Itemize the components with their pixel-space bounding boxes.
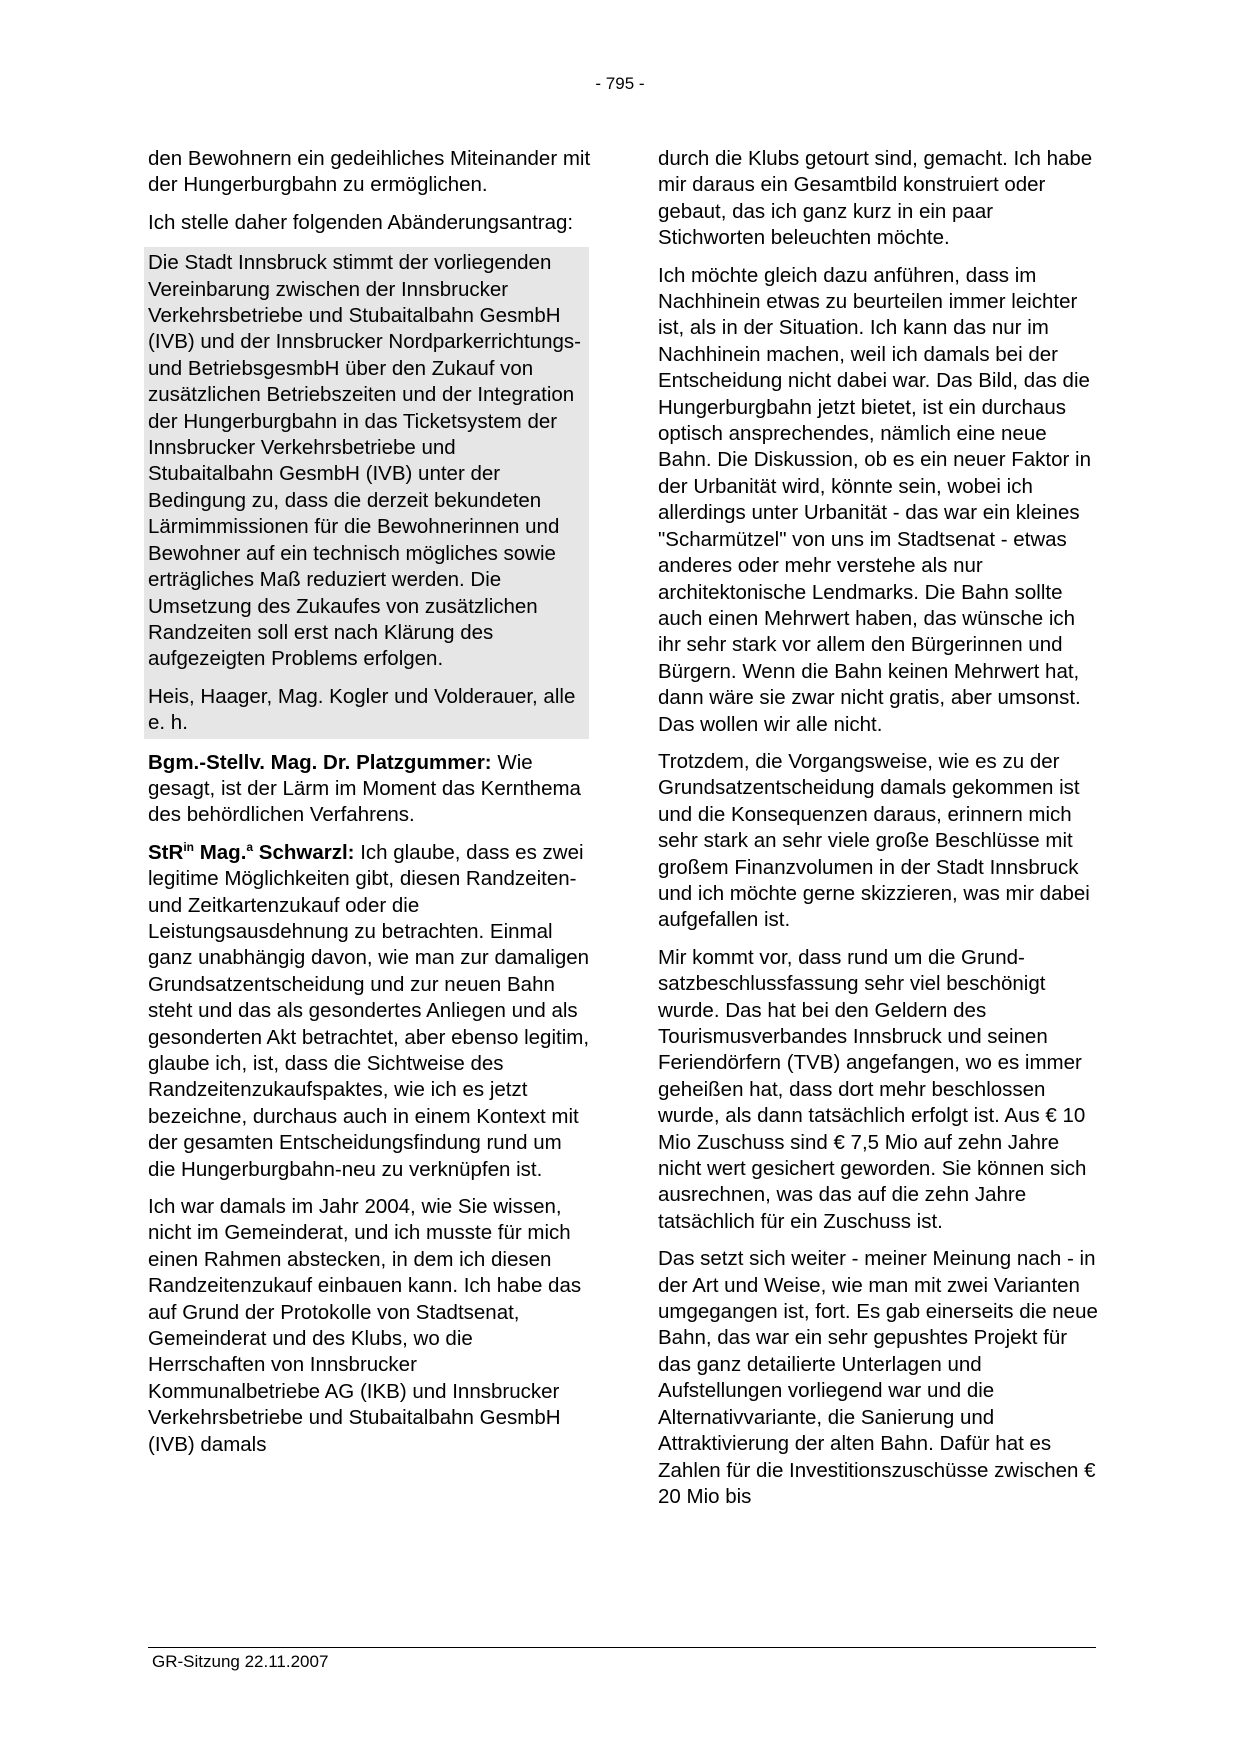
speech-text: Ich glaube, dass es zwei legitime Möglichkeiten gibt, diesen Randzeiten- und Zeitkartenzukauf oder die Leistungsausdehnung zu betrachten. Einmal ganz unabhängig davon, wie man zur damaligen Grundsatzentscheidung und zur neuen Bahn steht und das als gesondertes Anliegen und als gesonderten Akt betrachtet, aber ebenso legitim, glaube ich, ist, dass die Sichtweise des Randzeitenzukaufspaktes, wie ich es jetzt bezeichne, durchaus auch in einem Kontext mit der gesamten Entscheidungsfindung rund um die Hungerburgbahn-neu zu verknüpfen ist.: [148, 840, 590, 1181]
right-column: [658, 146, 1102, 1521]
paragraph: Ich war damals im Jahr 2004, wie Sie wissen, nicht im Gemeinderat, und ich musste für mich einen Rahmen abstecken, in dem ich diesen Randzeitenzukauf einbauen kann. Ich habe das auf Grund der Protokolle von Stadtsenat, Gemeinderat und des Klubs, wo die Herrschaften von Innsbrucker Kommunalbetriebe AG (IKB) und Innsbrucker Verkehrsbetriebe und Stubaitalbahn GesmbH (IVB) damals: [148, 1195, 582, 1456]
footer-session-date: GR-Sitzung 22.11.2007: [152, 1652, 329, 1671]
motion-signatories: Heis, Haager, Mag. Kogler und Volderauer, alle e. h.: [148, 684, 576, 735]
speaker-name: Bgm.-Stellv. Mag. Dr. Platzgummer:: [148, 750, 492, 774]
footer-rule: [148, 1647, 1096, 1648]
speech-paragraph: [148, 750, 592, 829]
speech-paragraph: [148, 840, 592, 1183]
motion-text: Die Stadt Innsbruck stimmt der vorliegenden Vereinbarung zwischen der Innsbrucker Verkehrsbetriebe und Stubaitalbahn GesmbH (IVB) und der Innsbrucker Nordparkerrichtungs- und BetriebsgesmbH über den Zukauf von zusätzlichen Betriebszeiten und der Integration der Hungerburgbahn in das Ticketsystem der Innsbrucker Verkehrsbetriebe und Stubaitalbahn GesmbH (IVB) unter der Bedingung zu, dass die derzeit bekundeten Lärmimmissionen für die Bewohnerinnen und Bewohner auf ein technisch mögliches sowie erträgliches Maß reduziert werden. Die Umsetzung des Zukaufes von zusätzlichen Randzeiten soll erst nach Klärung des aufgezeigten Problems erfolgen.: [148, 251, 581, 671]
paragraph: Ich möchte gleich dazu anführen, dass im Nachhinein etwas zu beurteilen immer leichter ist, als in der Situation. Ich kann das nur im Nachhinein machen, weil ich damals bei der Entscheidung nicht dabei war. Das Bild, das die Hungerburgbahn jetzt bietet, ist ein durchaus optisch ansprechendes, nämlich eine neue Bahn. Die Diskussion, ob es ein neuer Faktor in der Urbanität wird, könnte sein, wobei ich allerdings unter Urbanität - das war ein kleines "Scharmützel" von uns im Stadtsenat - etwas anderes oder mehr verstehe als nur architektonische Lendmarks. Die Bahn sollte auch einen Mehrwert haben, das wünsche ich ihr sehr stark vor allem den Bürgerinnen und Bürgern. Wenn die Bahn keinen Mehrwert hat, dann wäre sie zwar nicht gratis, aber umsonst. Das wollen wir alle nicht.: [658, 263, 1092, 736]
paragraph: Mir kommt vor, dass rund um die Grundsatzbeschlussfassung sehr viel beschönigt wurde. Das hat bei den Geldern des Tourismusverbandes Innsbruck und seinen Feriendörfern (TVB) angefangen, wo es immer geheißen hat, dass dort mehr beschlossen wurde, als dann tatsächlich erfolgt ist. Aus € 10 Mio Zuschuss sind € 7,5 Mio auf zehn Jahre nicht wert gesichert geworden. Sie können sich ausrechnen, was das auf die zehn Jahre tatsächlich für ein Zuschuss ist.: [658, 945, 1087, 1233]
paragraph: Ich stelle daher folgenden Abänderungsantrag:: [148, 210, 574, 234]
paragraph: durch die Klubs getourt sind, gemacht. Ich habe mir daraus ein Gesamtbild konstruiert oder gebaut, das ich ganz kurz in ein paar Stichworten beleuchten möchte.: [658, 147, 1093, 250]
paragraph: den Bewohnern ein gedeihliches Miteinander mit der Hungerburgbahn zu ermöglichen.: [148, 147, 591, 197]
speech-text: Wie gesagt, ist der Lärm im Moment das Kernthema des behördlichen Verfahrens.: [148, 750, 581, 827]
speaker-name: StR$^{in}$ Mag.$^a$ Schwarzl:: [148, 839, 355, 864]
left-column: [148, 146, 592, 1469]
paragraph: Das setzt sich weiter - meiner Meinung nach - in der Art und Weise, wie man mit zwei Varianten umgegangen ist, fort. Es gab einerseits die neue Bahn, das war ein sehr gepushtes Projekt für das ganz detailierte Unterlagen und Aufstellungen vorliegend war und die Alternativvariante, die Sanierung und Attraktivierung der alten Bahn. Dafür hat es Zahlen für die Investitionszuschüsse zwischen € 20 Mio bis: [658, 1247, 1098, 1508]
paragraph: Trotzdem, die Vorgangsweise, wie es zu der Grundsatzentscheidung damals gekommen ist und die Konsequenzen daraus, erinnern mich sehr stark an sehr viele große Beschlüsse mit großem Finanzvolumen in der Stadt Innsbruck und ich möchte gerne skizzieren, was mir dabei aufgefallen ist.: [658, 749, 1090, 932]
page-number: - 795 -: [595, 74, 645, 93]
motion-box: [144, 247, 589, 738]
